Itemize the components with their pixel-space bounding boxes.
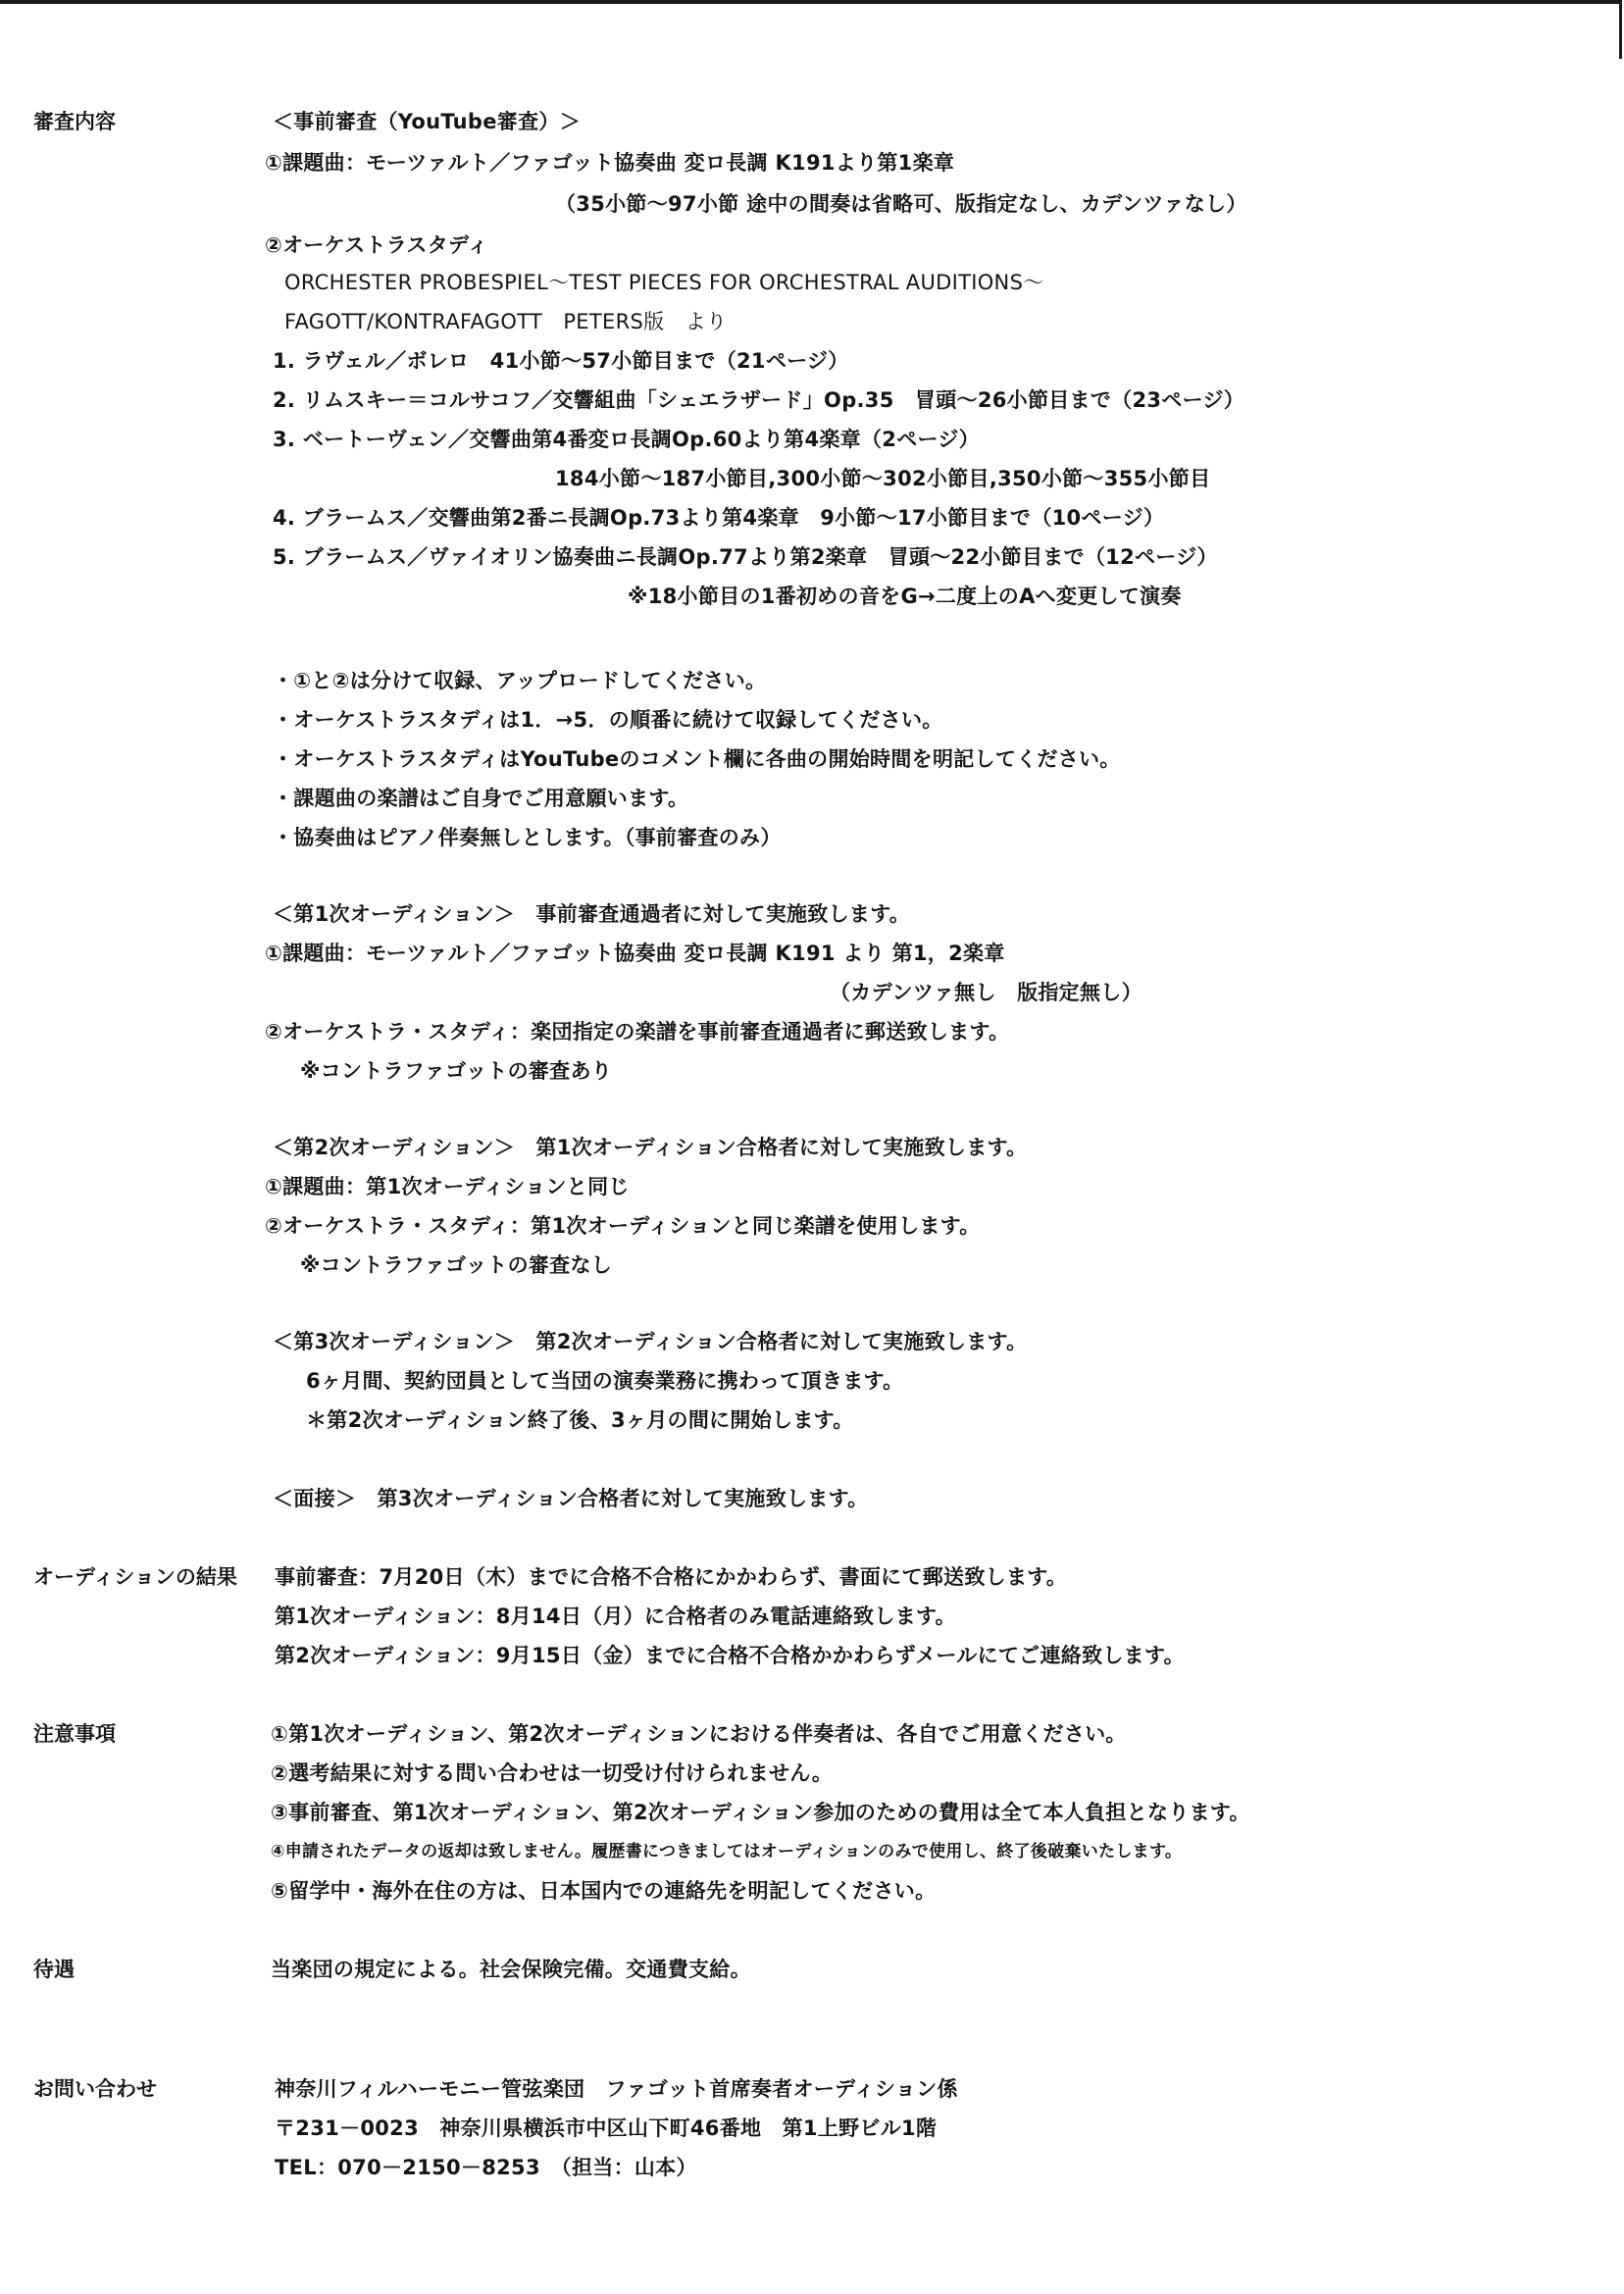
notice-2: ②選考結果に対する問い合わせは一切受け付けられません。 xyxy=(271,1761,834,1785)
second-task2-note: ※コントラファゴットの審査なし xyxy=(300,1253,613,1277)
heading-notes: 注意事項 xyxy=(33,1722,116,1746)
pre-note-1: ・①と②は分けて収録、アップロードしてください。 xyxy=(273,669,767,692)
pre-note-4: ・課題曲の楽譜はご自身でご用意願います。 xyxy=(273,787,689,810)
contact-address: 〒231－0023 神奈川県横浜市中区山下町46番地 第1上野ビル1階 xyxy=(275,2116,938,2140)
pre-audition-title: ＜事前審査（YouTube審査）＞ xyxy=(273,110,581,133)
third-audition-title: ＜第3次オーディション＞ 第2次オーディション合格者に対して実施致します。 xyxy=(273,1330,1028,1353)
pre-note-2: ・オーケストラスタディは1．→5．の順番に続けて収録してください。 xyxy=(273,708,943,732)
notice-1: ①第1次オーディション、第2次オーディションにおける伴奏者は、各自でご用意ください。 xyxy=(271,1722,1127,1746)
heading-results: オーディションの結果 xyxy=(33,1565,237,1589)
pre-note-3: ・オーケストラスタディはYouTubeのコメント欄に各曲の開始時間を明記してください。 xyxy=(273,747,1121,771)
heading-shinsa: 審査内容 xyxy=(33,110,116,133)
excerpt-5-note: ※18小節目の1番初めの音をG→二度上のAへ変更して演奏 xyxy=(628,585,1182,608)
first-audition-title: ＜第1次オーディション＞ 事前審査通過者に対して実施致します。 xyxy=(273,902,911,926)
first-task1: ①課題曲：モーツァルト／ファゴット協奏曲 変ロ長調 K191 より 第1，2楽章 xyxy=(265,942,1005,965)
pre-task1-note: （35小節～97小節 途中の間奏は省略可、版指定なし、カデンツァなし） xyxy=(555,192,1247,216)
pre-task1: ①課題曲：モーツァルト／ファゴット協奏曲 変ロ長調 K191より第1楽章 xyxy=(265,151,955,175)
contact-tel: TEL：070－2150－8253 （担当：山本） xyxy=(275,2156,697,2179)
scan-border-right xyxy=(1619,0,1622,59)
second-task1: ①課題曲：第1次オーディションと同じ xyxy=(265,1175,630,1198)
scan-border-top xyxy=(0,0,1620,4)
notice-4: ④申請されたデータの返却は致しません。履歴書につきましてはオーディションのみで使用し、終了後破棄いたします。 xyxy=(271,1842,1183,1861)
heading-contact: お問い合わせ xyxy=(33,2077,157,2101)
first-task1-note: （カデンツァ無し 版指定無し） xyxy=(830,981,1142,1004)
pre-task2: ②オーケストラスタディ xyxy=(265,233,488,257)
excerpt-4: 4. ブラームス／交響曲第2番ニ長調Op.73より第4楽章 9小節～17小節目まで（10ページ） xyxy=(273,506,1165,530)
treatment-text: 当楽団の規定による。社会保険完備。交通費支給。 xyxy=(271,1958,751,1981)
book-title-2: FAGOTT/KONTRAFAGOTT PETERS版 より xyxy=(284,310,728,333)
first-task2: ②オーケストラ・スタディ：楽団指定の楽譜を事前審査通過者に郵送致します。 xyxy=(265,1020,1010,1044)
excerpt-1: 1. ラヴェル／ボレロ 41小節～57小節目まで（21ページ） xyxy=(273,349,849,373)
notice-3: ③事前審査、第1次オーディション、第2次オーディション参加のための費用は全て本人負担となります。 xyxy=(271,1801,1250,1824)
contact-org: 神奈川フィルハーモニー管弦楽団 ファゴット首席奏者オーディション係 xyxy=(275,2077,958,2101)
excerpt-3-bars: 184小節～187小節目,300小節～302小節目,350小節～355小節目 xyxy=(555,467,1211,490)
pre-note-5: ・協奏曲はピアノ伴奏無しとします。（事前審査のみ） xyxy=(273,826,782,849)
interview-line: ＜面接＞ 第3次オーディション合格者に対して実施致します。 xyxy=(273,1487,869,1510)
excerpt-3: 3. ベートーヴェン／交響曲第4番変ロ長調Op.60より第4楽章（2ページ） xyxy=(273,428,980,451)
result-line-3: 第2次オーディション：9月15日（金）までに合格不合格かかわらずメールにてご連絡致します。 xyxy=(275,1644,1185,1667)
book-title-1: ORCHESTER PROBESPIEL～TEST PIECES FOR ORCHESTRAL AUDITIONS～ xyxy=(284,271,1044,294)
notice-5: ⑤留学中・海外在住の方は、日本国内での連絡先を明記してください。 xyxy=(271,1879,937,1903)
second-task2: ②オーケストラ・スタディ：第1次オーディションと同じ楽譜を使用します。 xyxy=(265,1214,981,1238)
third-line-1: 6ヶ月間、契約団員として当団の演奏業務に携わって頂きます。 xyxy=(306,1369,904,1393)
result-line-1: 事前審査：7月20日（木）までに合格不合格にかかわらず、書面にて郵送致します。 xyxy=(275,1565,1068,1589)
third-line-2: ＊第2次オーディション終了後、3ヶ月の間に開始します。 xyxy=(306,1408,854,1432)
excerpt-2: 2. リムスキー＝コルサコフ／交響組曲「シェエラザード」Op.35 冒頭～26小節目まで（23ページ） xyxy=(273,388,1245,412)
second-audition-title: ＜第2次オーディション＞ 第1次オーディション合格者に対して実施致します。 xyxy=(273,1136,1028,1159)
first-task2-note: ※コントラファゴットの審査あり xyxy=(300,1059,613,1083)
result-line-2: 第1次オーディション：8月14日（月）に合格者のみ電話連絡致します。 xyxy=(275,1605,956,1628)
excerpt-5: 5. ブラームス／ヴァイオリン協奏曲ニ長調Op.77より第2楽章 冒頭～22小節目まで（12ページ） xyxy=(273,545,1218,569)
heading-treatment: 待遇 xyxy=(33,1958,75,1981)
